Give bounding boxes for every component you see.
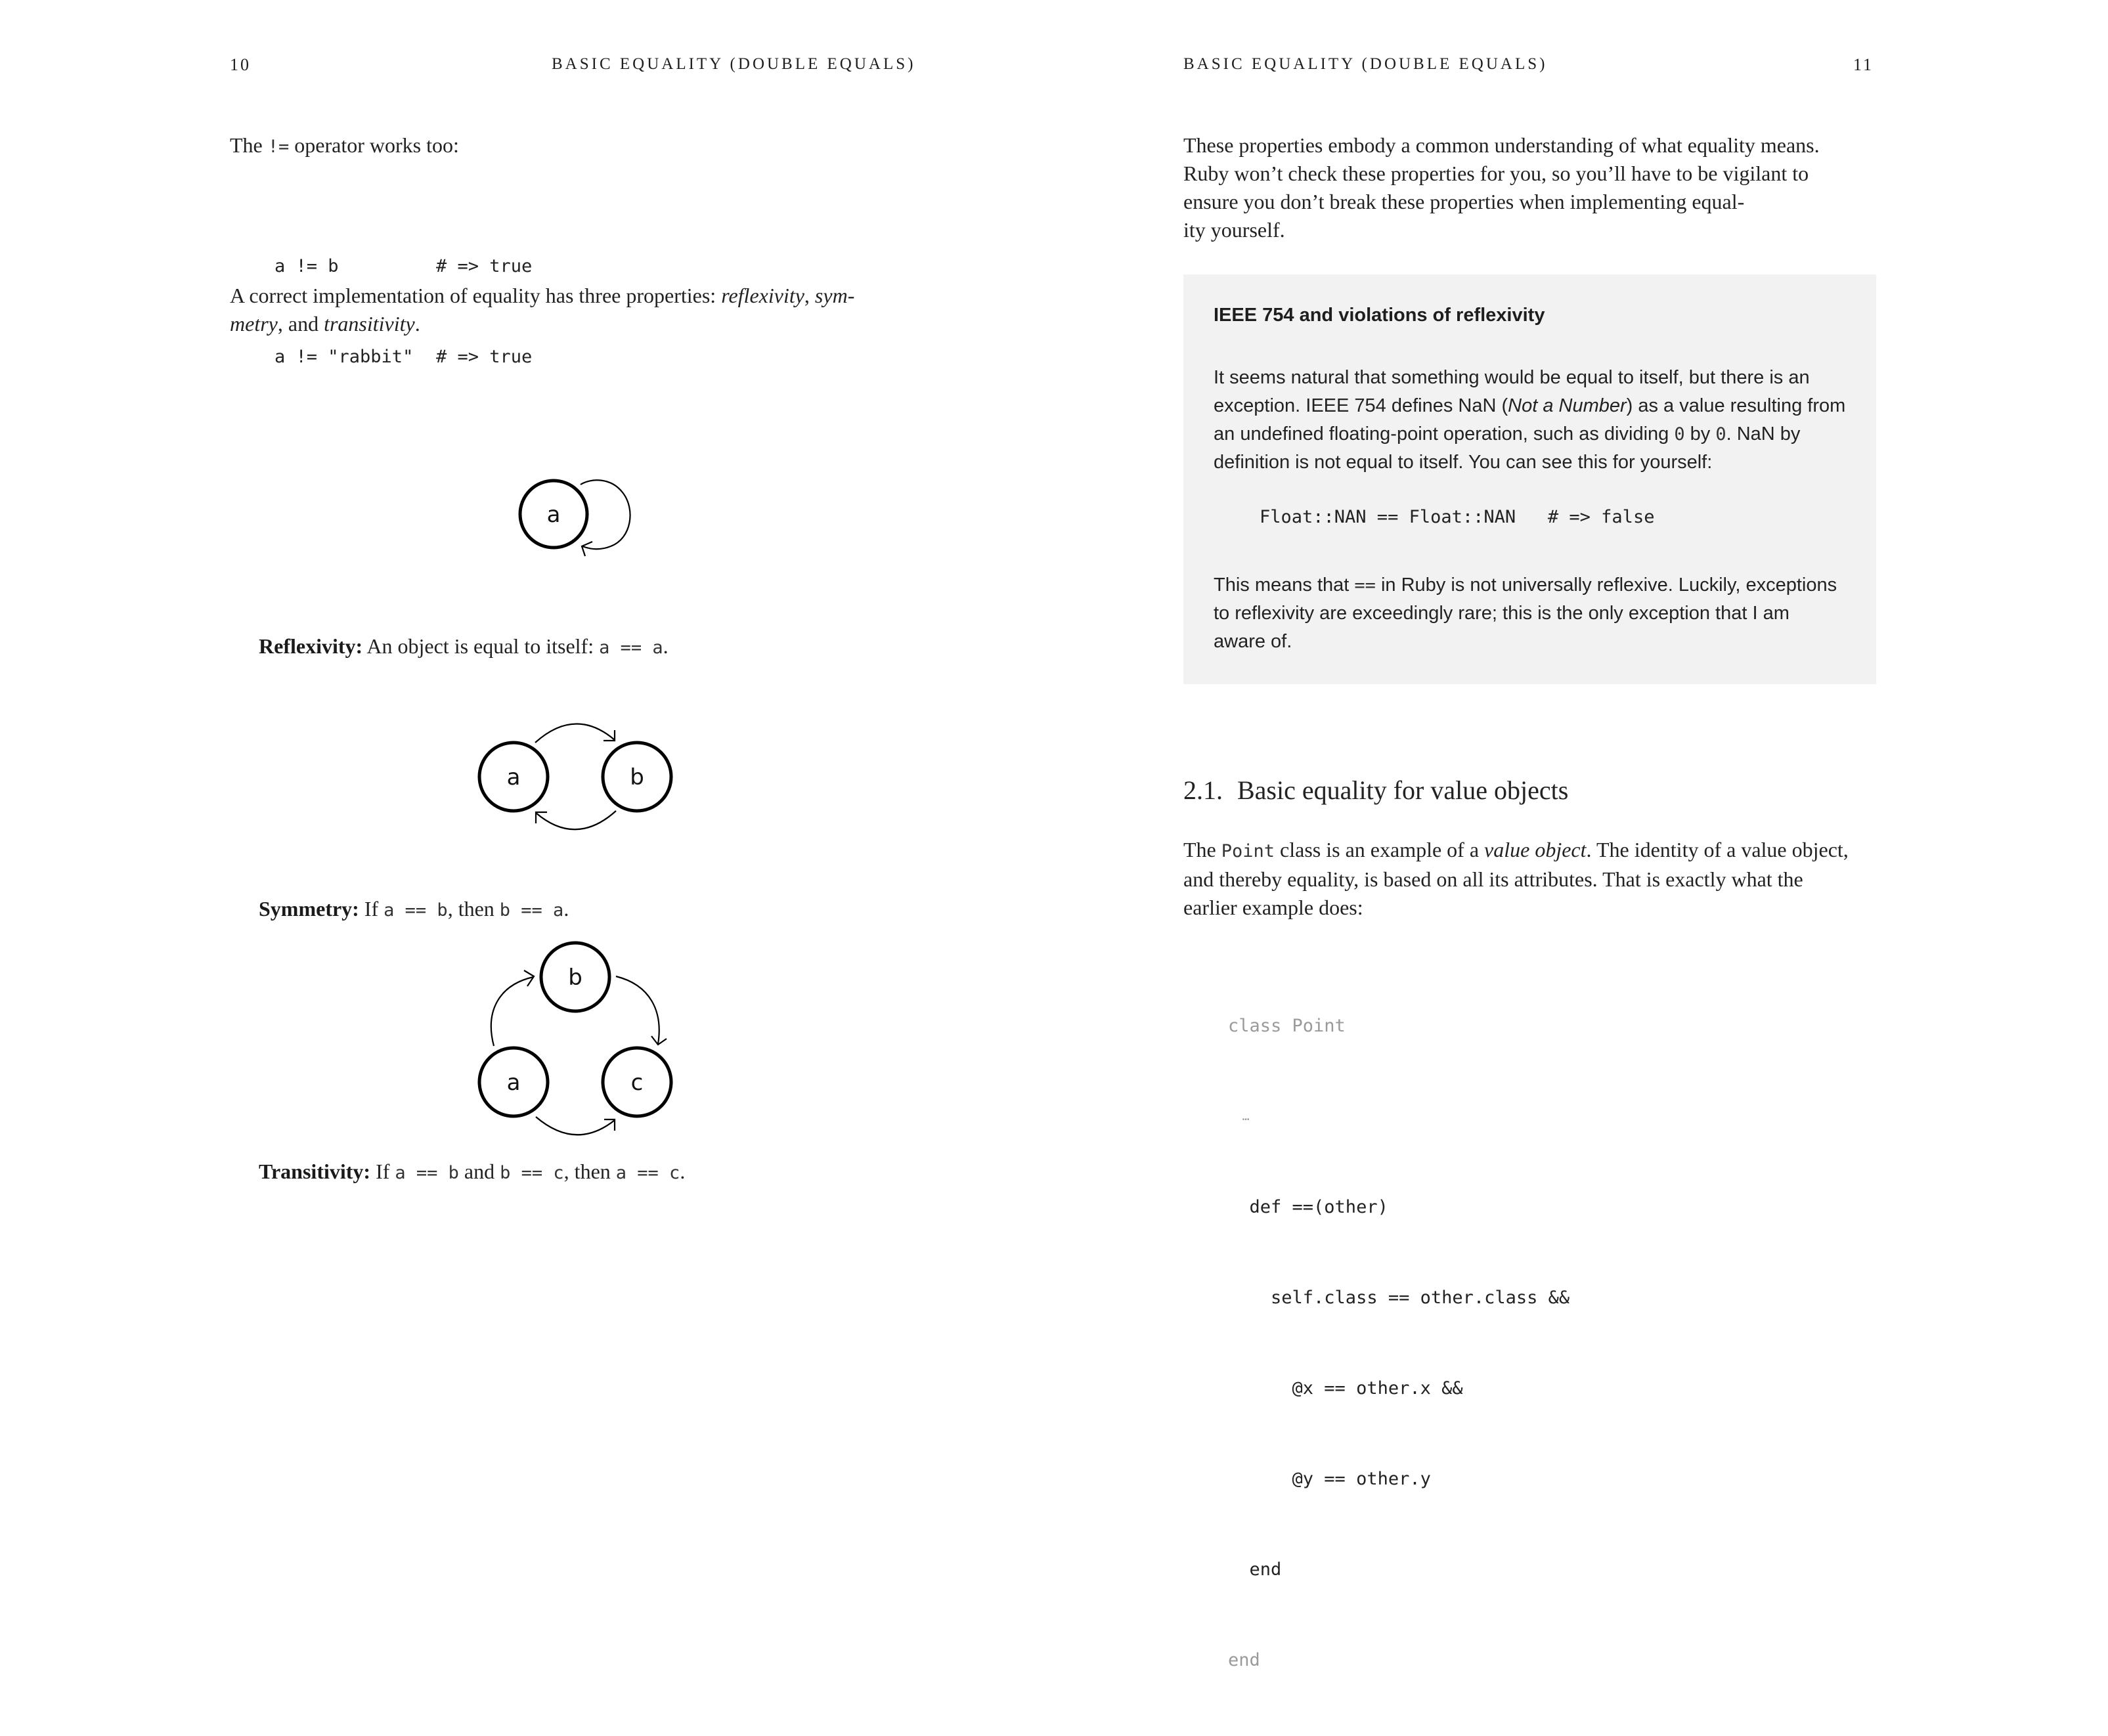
inline-code: b == a (499, 900, 564, 921)
value-object-paragraph (1183, 836, 1849, 922)
node-b-label: b (568, 965, 582, 991)
section-number: 2.1. (1183, 775, 1223, 805)
text: aware of. (1214, 631, 1292, 652)
symmetry-diagram (460, 709, 690, 840)
caption-text: . (663, 634, 669, 658)
caption-label: Transitivity: (259, 1160, 371, 1183)
intro-paragraph (230, 131, 459, 161)
text-line (230, 282, 926, 310)
text: exception. IEEE 754 defines NaN ( (1214, 395, 1508, 416)
text: definition is not equal to itself. You can see this for yourself: (1214, 452, 1713, 473)
inline-code: != (267, 137, 290, 157)
node-a-label: a (506, 1070, 521, 1096)
caption-text: If (359, 897, 384, 921)
caption-text: , then (563, 1160, 616, 1183)
code-text: a != "rabbit" (274, 347, 414, 367)
inline-code: 0 (1674, 424, 1685, 445)
emphasis: metry (230, 312, 278, 336)
emphasis: reflexivity (721, 284, 804, 307)
text-line (1183, 836, 1849, 865)
page-number-right: 11 (1853, 55, 1874, 74)
text-line (1214, 364, 1844, 392)
text: This means that (1214, 575, 1355, 596)
code-comment: # => true (436, 256, 533, 276)
sidebar-paragraph-2 (1214, 571, 1844, 656)
arrow-a-to-c (536, 1117, 615, 1135)
text-line: ity yourself. (1183, 218, 1285, 242)
text-line (1214, 571, 1844, 599)
node-a-label: a (546, 502, 561, 528)
emphasis: Not a Number (1508, 395, 1627, 416)
code-line: def ==(other) (1228, 1197, 1388, 1217)
text: in Ruby is not universally reflexive. Luckily, exceptions (1375, 575, 1837, 596)
text-line: Ruby won’t check these properties for you, so you’ll have to be vigilant to (1183, 162, 1809, 185)
section-heading (1183, 775, 1568, 806)
arrow-b-to-a (536, 811, 616, 829)
properties-paragraph (230, 282, 926, 338)
emphasis: sym- (814, 284, 855, 307)
text-line: ensure you don’t break these properties when implementing equal- (1183, 190, 1745, 213)
sidebar-paragraph-1 (1214, 364, 1844, 477)
code-comment: # => true (436, 347, 533, 367)
caption-text: An object is equal to itself: (362, 634, 600, 658)
inline-code: a == b (395, 1163, 459, 1183)
text-line (230, 310, 926, 338)
reflexivity-caption (259, 632, 669, 662)
sidebar-title: IEEE 754 and violations of reflexivity (1214, 305, 1545, 326)
code-line: class Point (1228, 1016, 1346, 1036)
inline-code: a == b (384, 900, 448, 921)
intro-text: The (230, 133, 268, 157)
caption-text: . (563, 897, 569, 921)
page-number-left: 10 (230, 55, 251, 74)
text: class is an example of a (1275, 838, 1485, 861)
text: . The identity of a value object, (1586, 838, 1849, 861)
running-head-left: BASIC EQUALITY (DOUBLE EQUALS) (552, 55, 916, 73)
node-c-label: c (630, 1070, 644, 1096)
transitivity-caption (259, 1158, 685, 1187)
caption-text: . (680, 1160, 686, 1183)
running-head-right: BASIC EQUALITY (DOUBLE EQUALS) (1183, 55, 1548, 73)
inline-code: == (1354, 575, 1376, 596)
symmetry-caption (259, 895, 569, 924)
section-title: Basic equality for value objects (1237, 775, 1569, 805)
code-line: … (1228, 1110, 1250, 1123)
text: , and (277, 312, 324, 336)
inline-code: a == a (599, 638, 663, 658)
caption-text: , then (447, 897, 500, 921)
transitivity-diagram (460, 932, 690, 1142)
text: . (414, 312, 420, 336)
text-line: and thereby equality, is based on all its attributes. That is exactly what the (1183, 867, 1803, 891)
inline-code: a == c (615, 1163, 680, 1183)
inline-code: Point (1221, 841, 1275, 861)
text-line: earlier example does: (1183, 896, 1363, 919)
sidebar-code: Float::NAN == Float::NAN # => false (1260, 507, 1655, 527)
caption-text: If (370, 1160, 395, 1183)
code-line: @y == other.y (1228, 1469, 1431, 1489)
text-line (1214, 392, 1844, 420)
code-line: end (1228, 1559, 1282, 1580)
arrow-a-to-b (535, 724, 615, 743)
text: The (1183, 838, 1221, 861)
inline-code: 0 (1715, 424, 1726, 445)
reflexivity-diagram (460, 446, 690, 578)
text-line (1214, 420, 1844, 448)
text-line: These properties embody a common understanding of what equality means. (1183, 133, 1820, 157)
code-line: self.class == other.class && (1228, 1288, 1570, 1308)
intro-text: operator works too: (289, 133, 459, 157)
code-line: end (1228, 1650, 1260, 1670)
text: It seems natural that something would be equal to itself, but there is an (1214, 367, 1810, 388)
emphasis: value object (1484, 838, 1587, 861)
arrow-b-to-c (616, 976, 659, 1044)
text: , (804, 284, 815, 307)
caption-label: Symmetry: (259, 897, 359, 921)
node-a-label: a (506, 764, 521, 791)
text: to reflexivity are exceedingly rare; this is the only exception that I am (1214, 603, 1790, 624)
code-line: @x == other.x && (1228, 1378, 1463, 1399)
text: . NaN by (1726, 423, 1801, 445)
text: A correct implementation of equality has three properties: (230, 284, 722, 307)
code-line (274, 342, 532, 372)
arrow-a-to-b (491, 977, 533, 1046)
caption-text: and (458, 1160, 500, 1183)
code-line (274, 251, 532, 282)
text-line (1214, 448, 1844, 477)
text: ) as a value resulting from (1626, 395, 1846, 416)
inline-code: b == c (500, 1163, 564, 1183)
emphasis: transitivity (324, 312, 415, 336)
text-line (1214, 628, 1844, 656)
text-line (1214, 599, 1844, 628)
properties-summary-paragraph (1183, 131, 1820, 244)
text: by (1684, 423, 1716, 445)
caption-label: Reflexivity: (259, 634, 363, 658)
ieee-754-sidebar (1183, 274, 1876, 684)
code-text: a != b (274, 256, 339, 276)
text: an undefined floating-point operation, such as dividing (1214, 423, 1675, 445)
node-b-label: b (630, 764, 644, 791)
point-class-code (1228, 951, 1570, 1736)
